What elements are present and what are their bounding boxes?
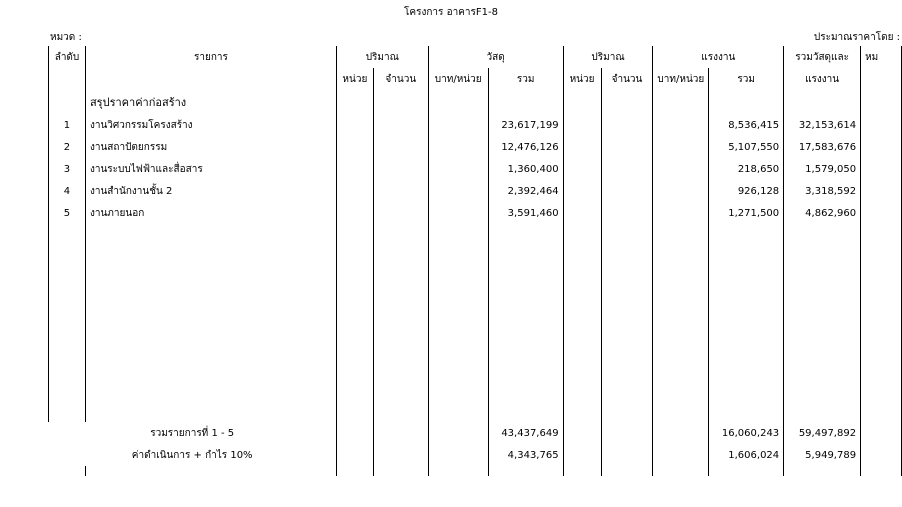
col-unit2-header: หน่วย: [563, 68, 601, 91]
overhead-row: [49, 444, 902, 466]
row-material-sum: 3,591,460: [488, 202, 563, 224]
overhead-material: 4,343,765: [488, 444, 563, 466]
total-grand: 59,497,892: [784, 422, 861, 444]
row-labor-sum: 5,107,550: [709, 136, 784, 158]
col-total-header: รวมวัสดุและ: [784, 46, 861, 68]
empty-row: [49, 246, 902, 268]
row-material-sum: 1,360,400: [488, 158, 563, 180]
empty-row: [49, 268, 902, 290]
row-total: 17,583,676: [784, 136, 861, 158]
total-row: [49, 422, 902, 444]
col-remark-header: หม: [861, 46, 902, 68]
col-item-header: รายการ: [85, 46, 336, 68]
overhead-grand: 5,949,789: [784, 444, 861, 466]
empty-row: [49, 290, 902, 312]
col-amount-header: จำนวน: [373, 68, 428, 91]
col-sum-header: รวม: [488, 68, 563, 91]
empty-row: [49, 312, 902, 334]
col-total-header-2: แรงงาน: [784, 68, 861, 91]
row-material-sum: 12,476,126: [488, 136, 563, 158]
total-labor: 16,060,243: [709, 422, 784, 444]
row-no: 5: [49, 202, 86, 224]
col-unit-header: หน่วย: [336, 68, 373, 91]
empty-row: [49, 378, 902, 400]
col-baht-per-unit-header: บาท/หน่วย: [428, 68, 488, 91]
cut-off-row: [49, 466, 902, 476]
col-baht-per-unit2-header: บาท/หน่วย: [653, 68, 709, 91]
col-no-header: ลำดับ: [49, 46, 86, 68]
row-total: 3,318,592: [784, 180, 861, 202]
table-row: [49, 202, 902, 224]
table-row: [49, 158, 902, 180]
empty-row: [49, 334, 902, 356]
estimated-by-label: ประมาณราคาโดย :: [813, 32, 900, 43]
row-labor-sum: 8,536,415: [709, 114, 784, 136]
row-no: 4: [49, 180, 86, 202]
table-row: [49, 114, 902, 136]
col-sum2-header: รวม: [709, 68, 784, 91]
col-qty-header: ปริมาณ: [336, 46, 428, 68]
row-labor-sum: 1,271,500: [709, 202, 784, 224]
row-item: งานสำนักงานชั้น 2: [85, 180, 336, 202]
row-labor-sum: 926,128: [709, 180, 784, 202]
row-item: งานวิศวกรรมโครงสร้าง: [85, 114, 336, 136]
row-total: 1,579,050: [784, 158, 861, 180]
row-no: 1: [49, 114, 86, 136]
category-label: หมวด :: [50, 32, 82, 43]
row-material-sum: 2,392,464: [488, 180, 563, 202]
header-row-1: [49, 46, 902, 68]
col-labor-header: แรงงาน: [653, 46, 784, 68]
row-material-sum: 23,617,199: [488, 114, 563, 136]
overhead-label: ค่าดำเนินการ + กำไร 10%: [131, 449, 253, 461]
col-labor-qty-header: ปริมาณ: [563, 46, 653, 68]
total-label: รวมรายการที่ 1 - 5: [150, 427, 235, 439]
total-material: 43,437,649: [488, 422, 563, 444]
row-no: 3: [49, 158, 86, 180]
col-amount2-header: จำนวน: [601, 68, 653, 91]
header-row-2: [49, 68, 902, 91]
row-item: งานสถาปัตยกรรม: [85, 136, 336, 158]
row-item: งานภายนอก: [85, 202, 336, 224]
empty-row: [49, 224, 902, 246]
empty-row: [49, 356, 902, 378]
row-labor-sum: 218,650: [709, 158, 784, 180]
cost-summary-table: [48, 46, 902, 476]
empty-row: [49, 400, 902, 422]
table-row: [49, 180, 902, 202]
section-row: [49, 91, 902, 114]
row-total: 4,862,960: [784, 202, 861, 224]
project-title: โครงการ อาคารF1-8: [404, 7, 498, 18]
table-row: [49, 136, 902, 158]
row-no: 2: [49, 136, 86, 158]
row-item: งานระบบไฟฟ้าและสื่อสาร: [85, 158, 336, 180]
row-total: 32,153,614: [784, 114, 861, 136]
section-title: สรุปราคาค่าก่อสร้าง: [85, 91, 336, 114]
col-material-header: วัสดุ: [428, 46, 563, 68]
overhead-labor: 1,606,024: [709, 444, 784, 466]
